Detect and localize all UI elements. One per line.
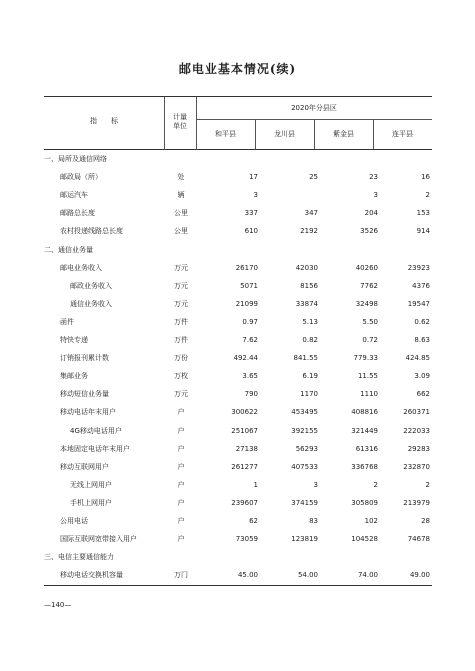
table-row (44, 548, 432, 566)
header-unit-line2: 单位 (173, 122, 187, 130)
row-value: 239607 (231, 498, 258, 507)
row-value: 408816 (351, 408, 378, 417)
row-value: 28 (421, 517, 430, 525)
row-unit: 户 (177, 498, 185, 507)
row-value: 29283 (407, 444, 430, 453)
row-value: 305809 (351, 498, 378, 507)
row-value: 42030 (295, 263, 318, 272)
table-row (44, 440, 432, 458)
row-label: 二、通信业务量 (44, 245, 93, 254)
row-value: 0.62 (414, 317, 430, 326)
row-value: 7762 (360, 281, 378, 290)
table-row (44, 385, 432, 403)
row-label: 本地固定电话年末用户 (60, 444, 130, 453)
table-row (44, 222, 432, 240)
table-row (44, 241, 432, 259)
row-value: 392155 (291, 426, 318, 435)
row-value: 1170 (300, 390, 318, 399)
row-value: 251067 (231, 426, 258, 435)
row-label: 一、局所及通信网络 (44, 155, 107, 163)
row-value: 779.33 (353, 354, 378, 363)
row-value: 1110 (360, 390, 378, 399)
row-value: 26170 (235, 263, 258, 272)
row-unit: 户 (177, 480, 185, 489)
row-value: 3 (253, 191, 258, 200)
row-unit: 万元 (174, 281, 188, 290)
table-row (44, 422, 432, 440)
row-label: 4G移动电话用户 (70, 426, 122, 435)
row-value: 104528 (351, 535, 378, 544)
row-label: 国际互联网宽带接入用户 (60, 535, 137, 544)
table-row (44, 295, 432, 313)
row-value: 841.55 (293, 354, 318, 363)
row-value: 16 (421, 173, 430, 182)
row-unit: 户 (177, 517, 185, 525)
row-value: 407533 (291, 462, 318, 471)
row-label: 邮政局（所） (60, 173, 102, 182)
row-value: 3526 (360, 227, 378, 236)
table-row (44, 566, 432, 584)
row-unit: 万枚 (174, 372, 188, 381)
row-value: 123819 (291, 535, 318, 544)
row-value: 8156 (300, 281, 318, 290)
row-value: 2192 (300, 227, 318, 236)
row-value: 7.62 (242, 336, 258, 344)
row-value: 1 (253, 480, 258, 489)
row-value: 662 (416, 390, 430, 399)
row-unit: 户 (177, 408, 185, 417)
row-label: 无线上网用户 (70, 480, 112, 489)
row-label: 特快专递 (60, 336, 88, 344)
row-value: 49.00 (409, 571, 430, 580)
row-value: 11.55 (357, 372, 378, 381)
row-value: 3 (313, 480, 318, 489)
row-value: 337 (244, 209, 258, 218)
row-value: 40260 (355, 263, 378, 272)
page-title: 邮电业基本情况(续) (178, 62, 297, 76)
row-unit: 处 (177, 173, 185, 182)
row-value: 453495 (291, 408, 318, 417)
table-row (44, 277, 432, 295)
row-value: 0.82 (302, 336, 318, 344)
row-value: 23 (369, 173, 378, 182)
row-value: 3.09 (414, 372, 430, 381)
row-value: 2 (373, 480, 378, 489)
row-label: 手机上网用户 (70, 498, 112, 507)
header-group: 2020年分县区 (291, 104, 337, 112)
table-row (44, 403, 432, 421)
row-unit: 户 (177, 444, 185, 453)
row-label: 公用电话 (60, 517, 88, 525)
row-value: 6.19 (302, 372, 318, 381)
row-value: 73059 (235, 535, 258, 544)
page-number: —140— (44, 601, 72, 609)
row-value: 17 (249, 173, 258, 182)
table-row (44, 204, 432, 222)
row-value: 0.72 (362, 336, 378, 344)
header-county-zijin: 紫金县 (333, 130, 354, 138)
row-value: 424.85 (405, 354, 430, 363)
row-value: 56293 (295, 444, 318, 453)
table-row (44, 349, 432, 367)
table-row (44, 186, 432, 204)
row-value: 2 (425, 191, 430, 200)
row-value: 790 (244, 390, 258, 399)
row-value: 83 (309, 517, 318, 525)
row-label: 移动短信业务量 (60, 390, 109, 399)
row-value: 5.13 (302, 317, 318, 326)
row-value: 204 (364, 209, 378, 218)
row-unit: 户 (177, 535, 185, 544)
table-row (44, 313, 432, 331)
row-value: 492.44 (233, 354, 258, 363)
row-value: 54.00 (297, 571, 318, 580)
row-value: 74.00 (357, 571, 378, 580)
row-value: 32498 (355, 299, 378, 308)
row-value: 336768 (351, 462, 378, 471)
table-row (44, 168, 432, 186)
row-unit: 万件 (174, 336, 188, 344)
row-unit: 公里 (174, 209, 188, 218)
row-unit: 辆 (177, 191, 185, 200)
row-label: 邮路总长度 (60, 209, 95, 218)
row-label: 移动电话年末用户 (60, 408, 116, 417)
row-unit: 万元 (174, 263, 188, 272)
row-value: 222033 (403, 426, 430, 435)
row-value: 102 (364, 517, 378, 525)
row-value: 213979 (403, 498, 430, 507)
table-row (44, 458, 432, 476)
table-top-rule (44, 96, 432, 97)
row-label: 通信业务收入 (70, 299, 112, 308)
table-row (44, 367, 432, 385)
row-label: 订销报刊累计数 (60, 354, 109, 363)
row-value: 5071 (240, 281, 258, 290)
row-label: 集邮业务 (60, 372, 88, 381)
row-label: 邮电业务收入 (60, 263, 102, 272)
row-value: 321449 (351, 426, 378, 435)
row-label: 移动电话交换机容量 (60, 571, 123, 580)
header-county-lianping: 连平县 (392, 130, 413, 138)
row-value: 74678 (407, 535, 430, 544)
row-value: 347 (304, 209, 318, 218)
row-unit: 万份 (174, 354, 188, 363)
row-value: 3.65 (242, 372, 258, 381)
row-value: 0.97 (242, 317, 258, 326)
table-row (44, 150, 432, 168)
table-row (44, 259, 432, 277)
row-value: 27138 (235, 444, 258, 453)
row-unit: 万元 (174, 299, 188, 308)
row-value: 261277 (231, 462, 258, 471)
row-value: 45.00 (237, 571, 258, 580)
row-value: 19547 (407, 299, 430, 308)
row-unit: 公里 (174, 227, 188, 236)
row-value: 21099 (235, 299, 258, 308)
row-value: 62 (249, 517, 258, 525)
row-value: 5.50 (362, 317, 378, 326)
row-unit: 万门 (174, 571, 188, 580)
row-value: 232870 (403, 462, 430, 471)
row-value: 610 (244, 227, 258, 236)
row-unit: 万元 (174, 390, 188, 399)
table-row (44, 512, 432, 530)
row-value: 23923 (407, 263, 430, 272)
row-value: 3 (373, 191, 378, 200)
row-value: 914 (416, 227, 430, 236)
header-county-heping: 和平县 (215, 130, 236, 138)
row-value: 8.63 (414, 336, 430, 344)
row-label: 移动互联网用户 (60, 462, 109, 471)
row-value: 153 (416, 209, 430, 218)
row-label: 邮运汽车 (60, 191, 88, 200)
row-label: 函件 (60, 317, 74, 326)
row-unit: 户 (177, 426, 185, 435)
row-label: 农村投递线路总长度 (60, 227, 123, 236)
table-row (44, 530, 432, 548)
header-indicator: 指 标 (90, 117, 118, 125)
row-unit: 万件 (174, 317, 188, 326)
table-row (44, 331, 432, 349)
header-unit-line1: 计量 (173, 113, 187, 121)
header-county-longchuan: 龙川县 (274, 130, 295, 138)
row-value: 260371 (403, 408, 430, 417)
row-value: 33874 (295, 299, 318, 308)
row-value: 4376 (412, 281, 430, 290)
row-value: 374159 (291, 498, 318, 507)
row-value: 2 (425, 480, 430, 489)
row-label: 三、电信主要通信能力 (44, 553, 114, 562)
table-row (44, 476, 432, 494)
row-value: 61316 (355, 444, 378, 453)
table-bottom-rule (44, 585, 432, 586)
row-value: 300622 (231, 408, 258, 417)
row-unit: 户 (177, 462, 185, 471)
row-label: 邮政业务收入 (70, 281, 112, 290)
row-value: 25 (309, 173, 318, 182)
table-row (44, 494, 432, 512)
